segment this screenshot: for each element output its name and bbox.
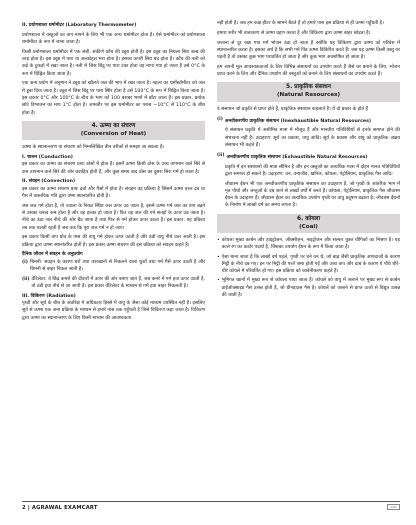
bullet-icon: • — [217, 238, 220, 244]
paragraph: प्रकृति में इन संसाधनों की मात्रा सीमित है और इन वस्तुओं का अत्यधिक मात्रा में दोहन मानव गतिविधियों द्वारा समाप्त हो सकते हैं। उदाहरण: वन, वन्यजीव, खनिज, कोयला, पेट्रोलियम, प्राकृतिक गैस आदि। — [225, 164, 400, 177]
paragraph: पृथ्वी और सूर्य के बीच के अंतरिक्ष में अधिकतर हिस्से में वायु के जैसा कोई माध्यम उपस्थित नहीं है। इसलिए सूर्य से ऊष्मा एक अन्य प्रक्रिया के माध्यम से हमारे पास तक पहुँचती है जिसे विकिरण कहा जाता है। विकिरण द्वारा ऊष्मा का स्थानान्तरण के लिए किसी माध्यम की आवश्यकता — [22, 301, 205, 321]
list-marker: (ii) — [22, 276, 30, 282]
bullet-text: भूमिगत खानों में मुख्य रूप से कोयला पाया जाता है। कोयले को वायु में जलाने पर मुख्य रूप से कार्बन डाईऑक्साइड गैस उत्पन्न होती है, जो ग्रीनहाउस गैस है। कोयले को जलाने से प्राप्त ऊर्जा से विद्युत उत्पन्न की जाती है। — [221, 278, 400, 299]
list-marker: (i) — [22, 259, 28, 265]
paragraph: प्रयोगशाला में वस्तुओं का ताप मापने के लिए भी एक अन्य थर्मामीटर होता है। ऐसे थर्मामीटर को प्रयोगशाला थर्मामीटर के रूप में जाना जाता है। — [22, 32, 205, 46]
list-item-text: चिमनी: संवहन के कारण घरों तथा कारखानों से निकलने वाला धुआँ तथा गर्म गैसें ऊपर उठती है और चिमनी से बाहर निकल जाती है। — [29, 259, 205, 272]
paragraph: हमारा शरीर भी वातावरण से ऊष्मा ग्रहण करता है और विकिरण द्वारा ऊष्मा बाहर छोड़ता है। — [217, 30, 371, 36]
list-marker: (i) — [217, 116, 223, 122]
bullet-item — [217, 277, 400, 299]
paragraph: हम अपनी मूल आवश्यकताओं के लिए विभिन्न संसाधनों का उपयोग करते हैं जैसे घर बनाने के लिए, भोजन प्राप्त करने के लिए और दैनिक उपयोग की वस्तुओं को बनाने के लिए संसाधनों का उपयोग करते हैं। — [217, 64, 400, 78]
section-subtitle: (Natural Resources) — [276, 92, 341, 99]
paragraph: जीवाश्म ईंधन भी एक अनवीकरणीय प्राकृतिक संसाधन का उदाहरण है, जो पृथ्वी के आंतरिक भाग में मृत पौधों और जन्तुओं के दब जाने से लाखों वर्षों में बनते हैं। कोयला, पेट्रोलियम, प्राकृतिक गैस जीवाश्म ईंधन के उदाहरण हैं। जीवाश्म ईंधन का अत्यधिक उपयोग पृथ्वी पर वायु प्रदूषण बढ़ाता है। जीवाश्म ईंधनों के निर्माण में लाखों वर्ष का समय लगता है। — [225, 181, 400, 209]
section-title: 5. प्राकृतिक संसाधन — [286, 84, 331, 91]
section-subtitle: (Coal) — [299, 223, 318, 230]
bullet-item — [217, 254, 400, 276]
right-column — [217, 20, 400, 301]
paragraph: नहीं होती है। जब हम कक्ष हीटर के सामने बैठते हैं तो हमारे पास इस प्रक्रिया से ही ऊष्मा पहुँचती है। — [217, 21, 384, 26]
section-banner-natural-resources — [217, 82, 400, 101]
bullet-icon: • — [217, 278, 220, 284]
paragraph: ये संसाधन प्रकृति में असीमित मात्रा में मौजूद हैं और मानवीय गतिविधियों से इनके समाप्त होने की संभावना नहीं है। उदाहरण: सूर्य का प्रकाश, वायु आदि। सूर्य के प्रकाश और वायु को प्राकृतिक अक्षय संसाधन भी कहते हैं। — [225, 128, 400, 148]
list-item — [217, 152, 400, 161]
list-item-title: अनवीकरणीय प्राकृतिक संसाधन (Inexhaustible Natural Resources) — [224, 118, 372, 124]
subheading-radiation: III. विकिरण (Radiation) — [22, 293, 76, 299]
paragraph: जब जल गर्म होता है, तो ज्वाला के निकट स्थित जल ऊपर उठ जाता है, इसमें ऊष्मा गर्म जल का ताप बढ़ने से उसका घनत्व कम होता है और वह हल्का हो जाता है। फिर वह जल की गर्म सतहों के ऊपर उठ जाता है। नीचे का ठंडा जल नीचे की ओर बैठ जाता है तथा फिर से गर्म होकर ऊपर उठता है। इस प्रकार, यह प्रक्रिया तब तक चलती रहती है जब तक कि पूरा जल गर्म न हो जाए। — [22, 203, 205, 231]
section-subtitle: (Conversion of Heat) — [80, 130, 147, 137]
bullet-text: ऐसा माना जाता है कि लाखों वर्ष पहले, पृथ्वी पर घने वन थे, जो बाढ़ जैसी प्राकृतिक आपदाओं के कारण मिट्टी के नीचे दब गए। इन पर मिट्टी की परतें जमा होती गईं और उच्च ताप और दाब के कारण ये पौधे धीरे-धीरे कोयले में परिवर्तित हो गए। इस प्रक्रिया को कार्बनीकरण कहते हैं। — [221, 254, 400, 275]
list-item-title: अनवीकरणीय प्राकृतिक संसाधन (Exhaustible Natural Resources) — [226, 154, 368, 160]
paragraph: एक अन्य प्रयोग में अनुमान ने ट्यूब को खौलते जल की भाप में रखा जाता है। नहला का थर्मोस्टॉमीटर को जल में डूबा दिया जाता है। ट्यूब में जिस बिंदु पर पारा स्थिर होता है उसे 100°C के रूप में चिह्नित किया जाता है। इस प्रकार 0°C और 100°C के बीच के भाग को 100 बराबर भागों में बाँटा जाता है। इस प्रकार, प्रत्येक छोटे विभाजन का माप 1°C होता है। आमतौर पर इस थर्मामीटर का परास −10°C से 110°C के बीच होता है। — [22, 81, 205, 116]
list-marker: (ii) — [217, 152, 225, 158]
document-page — [22, 20, 400, 498]
subheading-daily-life: दैनिक जीवन में संवहन के अनुप्रयोग — [22, 252, 83, 258]
subheading-conduction: I. चालन (Conduction) — [22, 155, 73, 161]
left-column — [22, 20, 205, 324]
page-footer — [22, 501, 400, 513]
bullet-text: कोयला मुख्य कार्बन और हाइड्रोजन, ऑक्सीजन, नाइट्रोजन और सल्फर युक्त यौगिकों का मिश्रण है। यह काले रंग का कठोर पदार्थ है, जिसका उपयोग ईंधन के रूप में किया जाता है। — [221, 238, 400, 251]
footer-page-label: 2 | AGRAWAL EXAMCART — [22, 505, 98, 511]
footer-stamp-logo: ▭▭ — [387, 504, 400, 510]
subheading-convection: II. संवहन (Convection) — [22, 179, 76, 185]
section-banner-coal — [217, 214, 400, 233]
paragraph: ऊष्मा के स्थानान्तरण या संचरण को निम्नलिखित तीन तरीकों से समझा जा सकता है। — [22, 145, 165, 151]
paragraph: इस प्रकार किसी ताप प्रोत के पास की वायु गर्म होकर ऊपर उठती है और ठंडी वायु नीचे उतर आती है। इस प्रक्रिया द्वारा ऊष्मा स्थानांतरित होती है। इस प्रकार ऊष्मा संचरण की इस प्रक्रिया को संवहन कहते हैं। — [22, 235, 205, 248]
section-heading-lab-thermometer: II. प्रयोगशाला थर्मामीटर (Laboratory Thermometer) — [22, 23, 137, 28]
list-item — [217, 116, 400, 125]
list-item-text: वेंटिलेटर: वे छिद्र कमरों की दीवारों में ऊपर की ओर बनाए जाते हैं, जब कमरे में गर्म हवा ऊपर उठती है, तो ठंडी हवा नीचे से आ जाती है। इस प्रकार वेंटिलेटर के माध्यम से गर्म हवा बाहर निकलती है। — [31, 276, 205, 290]
section-title: 4. ऊष्मा का संचरण — [91, 122, 136, 129]
paragraph: इस प्रकार का ऊष्मा का संचरण प्रायः ठोसों में होता है। इसमें ऊष्मा किसी ठोस के उच्च तापमान वाले सिरे से कम तापमान वाले सिरे की ओर प्रवाहित होती है, और कुछ समय बाद ठोस का दूसरा सिरा गर्म हो जाता है। — [22, 162, 205, 175]
section-banner-heat-conversion — [22, 121, 205, 140]
list-item — [22, 259, 205, 274]
section-title: 6. कोयला — [296, 215, 320, 222]
paragraph: वे संसाधन जो प्रकृति से प्राप्त होते हैं, प्राकृतिक संसाधन कहलाते हैं। ये दो प्रकार के होते हैं — [217, 106, 369, 112]
list-item — [22, 276, 205, 291]
bullet-icon: • — [217, 254, 220, 260]
paragraph: जलाना से दूर रखा गया गर्म भोजन ठंडा हो जाता है क्योंकि यह विकिरण द्वारा ऊष्मा को परिवेश में स्थानान्तरित करता है। इसका अर्थ है कि सभी गर्म पिंड ऊष्मा विकिरित करते हैं। जब यह ऊष्मा किसी वस्तु पर पड़ती है तो उसका कुछ भाग परावर्तित हो जाता है और कुछ भाग अवशोषित हो जाता है। — [217, 40, 400, 61]
paragraph: इस प्रकार का ऊष्मा संचरण प्रायः द्रवों और गैसों में होता है। संवहन वह प्रक्रिया है जिसमें ऊष्मा तरल द्रव या गैस में वास्तविक गति द्वारा उष्मा स्थानांतरित होती है। — [22, 186, 205, 199]
paragraph: किसी प्रयोगशाला थर्मामीटर में एक लंबी, संकीर्ण काँच की ट्यूब होती है। इस ट्यूब का निचला सिरा बल्ब की तरह होता है। इस ट्यूब में पारा या अल्कोहल भरा होता है। इसका ऊपरी सिरा बंद होता है। काँच की नली को कई के टुकड़ों में रखा जाता है। नली में जिस बिंदु पर पारा टंका होता वह मापा गया हो जाता है उसे 0°C के रूप में चिह्नित किया जाता है। — [22, 49, 205, 77]
bullet-item — [217, 237, 400, 252]
